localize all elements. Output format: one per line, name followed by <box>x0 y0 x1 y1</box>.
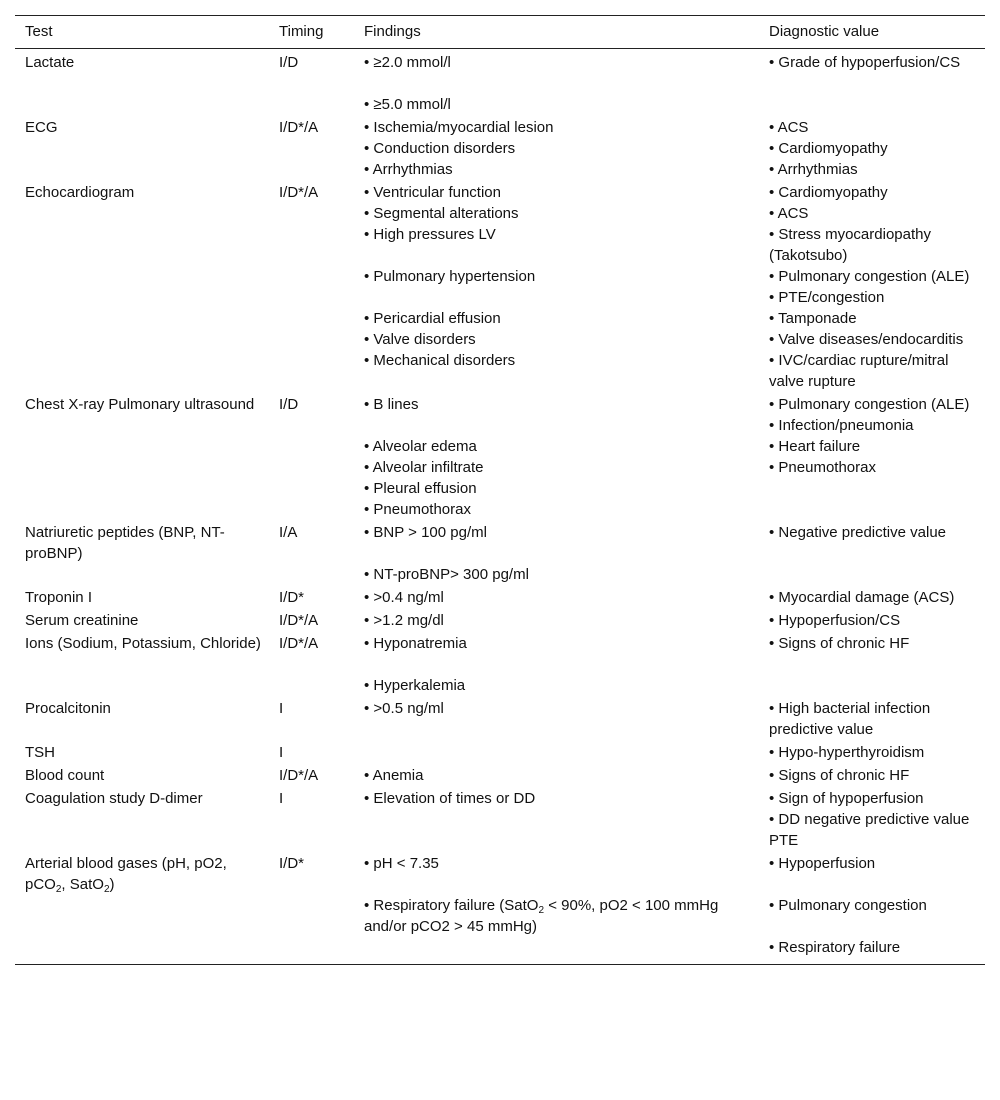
cell-diagnostic-value <box>759 765 985 788</box>
finding-item: • Hyponatremia <box>364 635 467 652</box>
cell-test: Serum creatinine <box>25 612 139 629</box>
cell-findings <box>354 742 759 765</box>
diagnostic-item: • Hypoperfusion <box>769 855 876 872</box>
cell-timing: I/D* <box>279 855 305 872</box>
finding-item: • >0.5 ng/ml <box>364 700 444 717</box>
table-row <box>15 698 985 742</box>
finding-item: • Mechanical disorders <box>364 352 516 369</box>
table-row-arterial-blood-gases <box>15 853 985 965</box>
cell-timing: I/A <box>279 524 298 541</box>
diagnostic-item: • Pulmonary congestion (ALE) <box>769 268 970 285</box>
cell-test: Troponin I <box>25 589 92 606</box>
finding-item: • Respiratory failure (SatO$_2$ < 90%, pO2 < 100 mmHg and/or pCO2 > 45 mmHg) <box>364 897 719 935</box>
cell-test: Lactate <box>25 54 75 71</box>
diagnostic-item: • Respiratory failure <box>769 939 901 956</box>
finding-item: • B lines <box>364 396 419 413</box>
finding-item: • High pressures LV <box>364 226 496 243</box>
cell-findings <box>354 522 759 587</box>
table-row <box>15 587 985 610</box>
diagnostic-item: • Arrhythmias <box>769 161 858 178</box>
diagnostic-item: • Cardiomyopathy <box>769 140 888 157</box>
finding-item: • Valve disorders <box>364 331 476 348</box>
cell-diagnostic-value <box>759 522 985 587</box>
finding-item: • Ischemia/myocardial lesion <box>364 119 554 136</box>
diagnostic-item: • DD negative predictive value PTE <box>769 811 970 849</box>
finding-item: • ≥2.0 mmol/l <box>364 54 451 71</box>
finding-item: • NT-proBNP> 300 pg/ml <box>364 566 529 583</box>
cell-diagnostic-value <box>759 633 985 698</box>
cell-diagnostic-value <box>759 742 985 765</box>
cell-timing: I/D <box>279 396 299 413</box>
table-body <box>15 49 985 965</box>
diagnostic-item: • Heart failure <box>769 438 861 455</box>
cell-timing: I/D* <box>279 589 305 606</box>
cell-diagnostic-value <box>759 182 985 394</box>
cell-timing: I <box>279 700 284 717</box>
cell-test: Natriuretic peptides (BNP, NT-proBNP) <box>25 524 225 562</box>
cell-test: Arterial blood gases (pH, pO2, pCO$_2$, SatO$_2$) <box>25 855 227 895</box>
header-diagnostic-value: Diagnostic value <box>759 16 985 49</box>
cell-diagnostic-value <box>759 49 985 118</box>
table-row <box>15 633 985 698</box>
diagnostic-item: • High bacterial infection predictive value <box>769 700 931 738</box>
cell-test: Procalcitonin <box>25 700 111 717</box>
cell-test: Ions (Sodium, Potassium, Chloride) <box>25 635 261 652</box>
cell-timing: I/D*/A <box>279 184 319 201</box>
diagnostic-item: • Infection/pneumonia <box>769 417 914 434</box>
cell-diagnostic-value <box>759 853 985 965</box>
cell-findings <box>354 698 759 742</box>
diagnostic-tests-table-container <box>15 15 985 965</box>
cell-diagnostic-value <box>759 698 985 742</box>
finding-item: • Pericardial effusion <box>364 310 501 327</box>
cell-findings <box>354 853 759 965</box>
cell-timing: I/D*/A <box>279 612 319 629</box>
diagnostic-tests-table <box>15 15 985 965</box>
cell-test: ECG <box>25 119 58 136</box>
finding-item: • Alveolar edema <box>364 438 477 455</box>
cell-diagnostic-value <box>759 117 985 182</box>
diagnostic-item: • Tamponade <box>769 310 857 327</box>
diagnostic-item: • Pneumothorax <box>769 459 876 476</box>
finding-item: • ≥5.0 mmol/l <box>364 96 451 113</box>
cell-findings <box>354 788 759 853</box>
cell-findings <box>354 610 759 633</box>
finding-item: • Arrhythmias <box>364 161 453 178</box>
header-findings: Findings <box>354 16 759 49</box>
finding-item: • Alveolar infiltrate <box>364 459 484 476</box>
table-row <box>15 394 985 522</box>
table-bottom-rule <box>15 965 985 966</box>
finding-item: • Ventricular function <box>364 184 501 201</box>
diagnostic-item: • Pulmonary congestion (ALE) <box>769 396 970 413</box>
diagnostic-item: • Stress myocardiopathy (Takotsubo) <box>769 226 931 264</box>
finding-item: • Segmental alterations <box>364 205 519 222</box>
table-row <box>15 788 985 853</box>
cell-timing: I <box>279 744 284 761</box>
diagnostic-item: • Hypo-hyperthyroidism <box>769 744 925 761</box>
cell-findings <box>354 633 759 698</box>
diagnostic-item: • Signs of chronic HF <box>769 767 910 784</box>
finding-item: • Pleural effusion <box>364 480 477 497</box>
diagnostic-item: • ACS <box>769 205 809 222</box>
diagnostic-item: • Hypoperfusion/CS <box>769 612 901 629</box>
diagnostic-item: • Myocardial damage (ACS) <box>769 589 955 606</box>
cell-test: TSH <box>25 744 55 761</box>
diagnostic-item: • Negative predictive value <box>769 524 947 541</box>
header-timing: Timing <box>269 16 354 49</box>
diagnostic-item: • Pulmonary congestion <box>769 897 927 914</box>
table-row <box>15 522 985 587</box>
diagnostic-item: • Sign of hypoperfusion <box>769 790 924 807</box>
finding-item: • BNP > 100 pg/ml <box>364 524 487 541</box>
cell-findings <box>354 765 759 788</box>
diagnostic-item: • PTE/congestion <box>769 289 885 306</box>
table-row <box>15 182 985 394</box>
finding-item: • pH < 7.35 <box>364 855 439 872</box>
table-row <box>15 765 985 788</box>
cell-diagnostic-value <box>759 587 985 610</box>
finding-item: • Anemia <box>364 767 424 784</box>
table-row <box>15 117 985 182</box>
cell-test: Coagulation study D-dimer <box>25 790 203 807</box>
table-row <box>15 49 985 118</box>
diagnostic-item: • IVC/cardiac rupture/mitral valve rupture <box>769 352 949 390</box>
table-row <box>15 742 985 765</box>
diagnostic-item: • Cardiomyopathy <box>769 184 888 201</box>
finding-item: • >0.4 ng/ml <box>364 589 444 606</box>
diagnostic-item: • ACS <box>769 119 809 136</box>
cell-findings <box>354 587 759 610</box>
cell-timing: I/D*/A <box>279 767 319 784</box>
cell-timing: I/D*/A <box>279 635 319 652</box>
cell-findings <box>354 49 759 118</box>
cell-test: Echocardiogram <box>25 184 135 201</box>
cell-test: Blood count <box>25 767 105 784</box>
diagnostic-item: • Signs of chronic HF <box>769 635 910 652</box>
cell-timing: I/D <box>279 54 299 71</box>
cell-findings <box>354 182 759 394</box>
cell-test: Chest X-ray Pulmonary ultrasound <box>25 396 255 413</box>
cell-diagnostic-value <box>759 788 985 853</box>
finding-item: • Pulmonary hypertension <box>364 268 536 285</box>
finding-item: • Elevation of times or DD <box>364 790 536 807</box>
table-header-row <box>15 16 985 49</box>
cell-timing: I <box>279 790 284 807</box>
cell-findings <box>354 117 759 182</box>
cell-timing: I/D*/A <box>279 119 319 136</box>
finding-item: • Conduction disorders <box>364 140 516 157</box>
diagnostic-item: • Grade of hypoperfusion/CS <box>769 54 961 71</box>
finding-item: • >1.2 mg/dl <box>364 612 444 629</box>
cell-findings <box>354 394 759 522</box>
header-test: Test <box>15 16 269 49</box>
cell-diagnostic-value <box>759 394 985 522</box>
table-row <box>15 610 985 633</box>
diagnostic-item: • Valve diseases/endocarditis <box>769 331 964 348</box>
finding-item: • Hyperkalemia <box>364 677 466 694</box>
finding-item: • Pneumothorax <box>364 501 471 518</box>
cell-diagnostic-value <box>759 610 985 633</box>
